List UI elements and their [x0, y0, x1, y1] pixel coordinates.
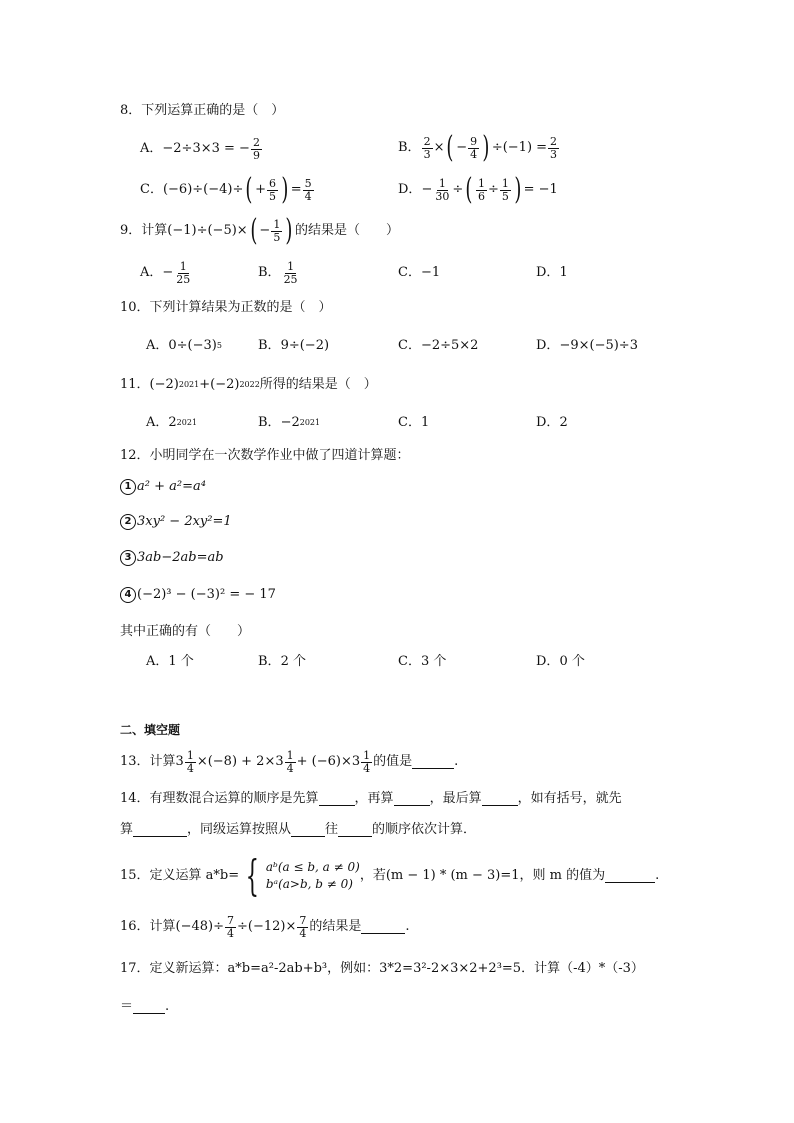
- q14-line-2: 算 ，同级运算按照从 往 的顺序依次计算．: [120, 822, 477, 837]
- q10-option-c[interactable]: C． −2÷5×2: [398, 338, 479, 353]
- q14-line-1: 14．有理数混合运算的顺序是先算 ，再算 ，最后算 ，如有括号，就先: [120, 791, 622, 806]
- q9-option-a[interactable]: A． − 1 25: [140, 259, 191, 286]
- answer-blank[interactable]: [605, 870, 655, 883]
- q8-option-d[interactable]: D． − 1 30 ÷ ( 1 6 ÷ 1 5 ) = −1: [398, 172, 558, 207]
- q12-option-d[interactable]: D． 0 个: [536, 654, 585, 669]
- q10-stem: 10．下列计算结果为正数的是（ ）: [120, 300, 332, 315]
- q11-option-a[interactable]: A． 2 2021: [146, 415, 198, 430]
- answer-blank[interactable]: [133, 1001, 165, 1014]
- q11-option-d[interactable]: D． 2: [536, 415, 568, 430]
- answer-blank[interactable]: [412, 756, 454, 769]
- q12-item-1: 1 a² + a²=a⁴: [120, 477, 206, 497]
- q12-option-a[interactable]: A． 1 个: [146, 654, 194, 669]
- piecewise-definition: { aᵇ(a ≤ b, a ≠ 0) bᵃ(a>b, b ≠ 0): [245, 851, 360, 900]
- q17-line-2: ＝ .: [120, 999, 170, 1014]
- answer-blank[interactable]: [361, 921, 405, 934]
- q9-stem: 9．计算 (−1)÷(−5)× ( − 1 5 ) 的结果是（ ）: [120, 213, 400, 248]
- answer-blank[interactable]: [482, 793, 518, 806]
- section-heading: 二、填空题: [120, 723, 181, 737]
- q11-option-b[interactable]: B． −2 2021: [258, 415, 321, 430]
- q12-item-2: 2 3xy² − 2xy²=1: [120, 512, 232, 532]
- q12-item-3: 3 3ab−2ab=ab: [120, 548, 224, 568]
- q15: 15．定义运算 a*b= { aᵇ(a ≤ b, a ≠ 0) bᵃ(a>b, b ≠ 0) ，若(m − 1) * (m − 3)=1，则 m 的值为 .: [120, 851, 660, 900]
- q10-option-b[interactable]: B． 9÷(−2): [258, 338, 330, 353]
- q11-stem: 11． (−2) 2021 + (−2) 2022 所得的结果是（ ）: [120, 377, 377, 392]
- q11-option-c[interactable]: C． 1: [398, 415, 430, 430]
- q10-option-a[interactable]: A． 0÷(−3) 5: [146, 338, 222, 353]
- answer-blank[interactable]: [291, 824, 325, 837]
- q16: 16．计算 (−48)÷ $\frac{7}{4}$ ÷(−12)× $\frac{7}{4}$ 的结果是 .: [120, 913, 410, 940]
- q12-option-c[interactable]: C． 3 个: [398, 654, 447, 669]
- fraction: $\frac{2}{9}$: [252, 135, 260, 162]
- q9-option-d[interactable]: D． 1: [536, 265, 568, 280]
- q10-option-d[interactable]: D． −9×(−5)÷3: [536, 338, 638, 353]
- q12-option-b[interactable]: B． 2 个: [258, 654, 306, 669]
- answer-blank[interactable]: [319, 793, 355, 806]
- q12-ask: 其中正确的有（ ）: [120, 624, 251, 639]
- q8-option-a[interactable]: A． −2÷3×3 = − $\frac{2}{9}$: [140, 135, 260, 162]
- q8-option-c[interactable]: C． (−6)÷(−4)÷ ( + 6 5 ) = $\frac{5}{4}$: [140, 172, 312, 207]
- answer-blank[interactable]: [338, 824, 372, 837]
- q9-option-c[interactable]: C． −1: [398, 265, 441, 280]
- q12-stem: 12．小明同学在一次数学作业中做了四道计算题：: [120, 448, 410, 463]
- q12-item-4: 4 (−2)³ − (−3)² = − 17: [120, 585, 276, 605]
- q13: 13．计算 3 $\frac{1}{4}$ ×(−8) + 2×3 1 4 + (−6)×3 1 4 的值是 .: [120, 748, 459, 775]
- q8-option-b[interactable]: B． 2 3 × ( − 9 4 ) ÷(−1) = $\frac{2}{3}$: [398, 130, 558, 165]
- q17-line-1: 17．定义新运算：a*b=a²-2ab+b³，例如：3*2=3²-2×3×2+2³=5．计算（-4）*（-3）: [120, 961, 644, 976]
- answer-blank[interactable]: [394, 793, 430, 806]
- q8-stem: 8．下列运算正确的是（ ）: [120, 103, 285, 118]
- q9-option-b[interactable]: B． 1 25: [258, 259, 298, 286]
- answer-blank[interactable]: [133, 824, 187, 837]
